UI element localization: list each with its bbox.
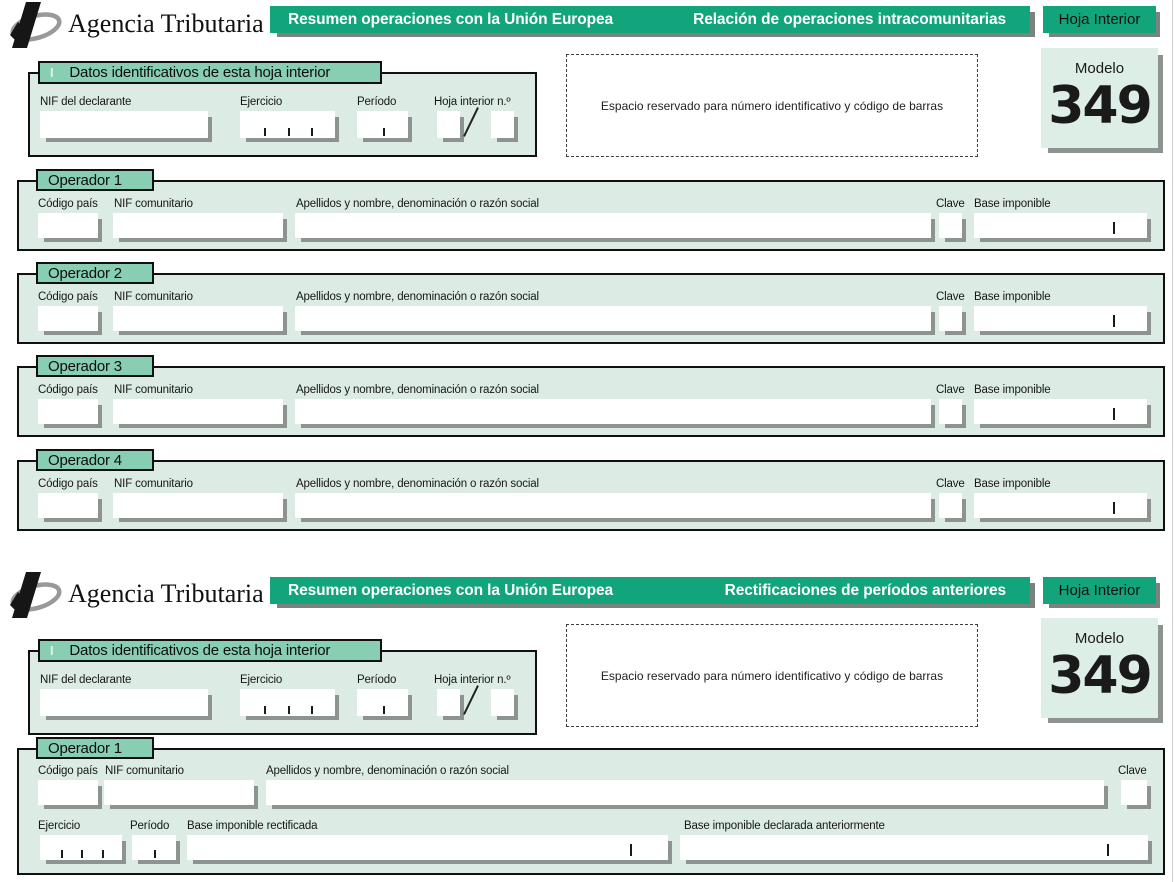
hoja-num-field-p1[interactable] [437, 111, 460, 138]
nif-comunitario-label: NIF comunitario [105, 765, 184, 777]
base-declarada-label: Base imponible declarada anteriormente [684, 820, 885, 832]
banner-subtitle-p2: Rectificaciones de períodos anteriores [724, 581, 1006, 599]
base-imponible-label: Base imponible [974, 478, 1051, 490]
codigo-pais-label: Código país [38, 384, 98, 396]
clave-label: Clave [936, 198, 965, 210]
identification-section-title: Datos identificativos de esta hoja interior [69, 64, 331, 81]
operator-3-codigo-pais-field[interactable] [38, 399, 98, 424]
digit-tick [61, 850, 63, 858]
rect-operator-1-base-rectificada-field[interactable] [187, 835, 668, 860]
apellidos-label: Apellidos y nombre, denominación o razón social [266, 765, 509, 777]
rect-operator-1-codigo-pais-field[interactable] [38, 780, 98, 805]
operator-4-nif-comunitario-field[interactable] [113, 493, 283, 518]
nif-comunitario-label: NIF comunitario [114, 198, 193, 210]
apellidos-label: Apellidos y nombre, denominación o razón social [296, 291, 539, 303]
model-label-p1: Modelo [1074, 60, 1125, 77]
periodo-label-p2: Período [357, 674, 397, 686]
codigo-pais-label: Código país [38, 198, 98, 210]
operator-3-clave-field[interactable] [939, 399, 962, 424]
digit-tick [102, 850, 104, 858]
operator-4-base-imponible-field[interactable] [974, 493, 1147, 518]
operator-2-nif-comunitario-field[interactable] [113, 306, 283, 331]
section-index: I [50, 643, 54, 658]
base-imponible-label: Base imponible [974, 384, 1051, 396]
ejercicio-label: Ejercicio [38, 820, 81, 832]
barcode-reserved-box-p1: Espacio reservado para número identificativo y código de barras [566, 54, 978, 157]
digit-tick [264, 128, 266, 136]
rect-operator-1-clave-field[interactable] [1121, 780, 1147, 805]
digit-tick [81, 850, 83, 858]
periodo-field-p2[interactable] [357, 689, 408, 716]
operator-2-apellidos-field[interactable] [295, 306, 931, 331]
ejercicio-field-p2[interactable] [240, 689, 335, 716]
operator-2-base-imponible-field[interactable] [974, 306, 1147, 331]
codigo-pais-label: Código país [38, 765, 98, 777]
nif-comunitario-label: NIF comunitario [114, 478, 193, 490]
digit-tick [288, 706, 290, 714]
operator-2-tab: Operador 2 [36, 262, 154, 284]
decimal-comma-mark [1107, 844, 1109, 856]
sheet-type-badge-p2: Hoja Interior [1043, 577, 1156, 604]
barcode-reserved-box-p2: Espacio reservado para número identificativo y código de barras [566, 624, 978, 727]
operator-2-clave-field[interactable] [939, 306, 962, 331]
rect-operator-1-nif-comunitario-field[interactable] [104, 780, 254, 805]
nif-comunitario-label: NIF comunitario [114, 291, 193, 303]
ejercicio-label-p2: Ejercicio [240, 674, 283, 686]
operator-1-nif-comunitario-field[interactable] [113, 213, 283, 238]
hoja-interior-n-label-p2: Hoja interior n.º [434, 674, 511, 686]
apellidos-label: Apellidos y nombre, denominación o razón social [296, 198, 539, 210]
rect-operator-1-ejercicio-field[interactable] [40, 835, 122, 860]
agencia-tributaria-logo-icon [10, 2, 62, 48]
model-box-p1 [1041, 48, 1158, 148]
page-edge-line [1172, 0, 1173, 882]
nif-declarante-label-p1: NIF del declarante [40, 96, 132, 108]
agency-name: Agencia Tributaria [68, 579, 264, 608]
rect-operator-1-apellidos-field[interactable] [266, 780, 1104, 805]
operator-4-clave-field[interactable] [939, 493, 962, 518]
operator-1-tab: Operador 1 [36, 169, 154, 191]
digit-tick [311, 128, 313, 136]
decimal-comma-mark [1113, 502, 1115, 514]
section-index: I [50, 65, 54, 80]
operator-4-codigo-pais-field[interactable] [38, 493, 98, 518]
digit-tick [383, 128, 385, 136]
operator-1-clave-field[interactable] [939, 213, 962, 238]
banner-summary-title-p2: Resumen operaciones con la Unión Europea [288, 581, 614, 599]
digit-tick [383, 706, 385, 714]
operator-3-nif-comunitario-field[interactable] [113, 399, 283, 424]
nif-declarante-label-p2: NIF del declarante [40, 674, 132, 686]
identification-section-tab-p2 [38, 639, 382, 662]
title-banner-p1 [270, 6, 1030, 33]
hoja-total-field-p1[interactable] [491, 111, 514, 138]
rect-operator-1-tab: Operador 1 [36, 737, 154, 759]
model-box-p2 [1041, 618, 1158, 718]
clave-label: Clave [936, 384, 965, 396]
operator-4-tab: Operador 4 [36, 449, 154, 471]
agencia-tributaria-logo-icon [10, 572, 62, 618]
apellidos-label: Apellidos y nombre, denominación o razón social [296, 384, 539, 396]
decimal-comma-mark [1113, 222, 1115, 234]
banner-subtitle-p1: Relación de operaciones intracomunitarias [693, 10, 1006, 28]
operator-2-codigo-pais-field[interactable] [38, 306, 98, 331]
apellidos-label: Apellidos y nombre, denominación o razón social [296, 478, 539, 490]
model-label-p2: Modelo [1074, 630, 1125, 647]
base-rectificada-label: Base imponible rectificada [187, 820, 318, 832]
clave-label: Clave [936, 478, 965, 490]
hoja-interior-n-label-p1: Hoja interior n.º [434, 96, 511, 108]
agency-name: Agencia Tributaria [68, 9, 264, 38]
ejercicio-label-p1: Ejercicio [240, 96, 283, 108]
digit-tick [311, 706, 313, 714]
clave-label: Clave [1118, 765, 1147, 777]
digit-tick [154, 850, 156, 858]
hoja-num-field-p2[interactable] [437, 689, 460, 716]
digit-tick [288, 128, 290, 136]
nif-declarante-field-p1[interactable] [40, 111, 208, 138]
ejercicio-field-p1[interactable] [240, 111, 335, 138]
model-number-p1: 349 [1048, 76, 1151, 136]
rect-operator-1-periodo-field[interactable] [132, 835, 176, 860]
operator-1-codigo-pais-field[interactable] [38, 213, 98, 238]
banner-summary-title-p1: Resumen operaciones con la Unión Europea [288, 10, 614, 28]
rect-operator-1-base-declarada-field[interactable] [680, 835, 1148, 860]
sheet-type-badge-p1: Hoja Interior [1043, 6, 1156, 33]
operator-4-apellidos-field[interactable] [295, 493, 931, 518]
base-imponible-label: Base imponible [974, 291, 1051, 303]
base-imponible-label: Base imponible [974, 198, 1051, 210]
identification-section-title: Datos identificativos de esta hoja interior [69, 642, 331, 659]
title-banner-p2 [270, 577, 1030, 604]
periodo-label-p1: Período [357, 96, 397, 108]
operator-1-base-imponible-field[interactable] [974, 213, 1147, 238]
operator-3-tab: Operador 3 [36, 355, 154, 377]
operator-3-apellidos-field[interactable] [295, 399, 931, 424]
codigo-pais-label: Código país [38, 291, 98, 303]
decimal-comma-mark [1113, 408, 1115, 420]
operator-3-base-imponible-field[interactable] [974, 399, 1147, 424]
periodo-field-p1[interactable] [357, 111, 408, 138]
operator-1-apellidos-field[interactable] [295, 213, 931, 238]
model-number-p2: 349 [1048, 646, 1151, 706]
nif-declarante-field-p2[interactable] [40, 689, 208, 716]
codigo-pais-label: Código país [38, 478, 98, 490]
clave-label: Clave [936, 291, 965, 303]
nif-comunitario-label: NIF comunitario [114, 384, 193, 396]
periodo-label: Período [130, 820, 170, 832]
decimal-comma-mark [1113, 315, 1115, 327]
identification-section-tab-p1 [38, 61, 382, 84]
hoja-total-field-p2[interactable] [491, 689, 514, 716]
decimal-comma-mark [630, 844, 632, 856]
digit-tick [264, 706, 266, 714]
